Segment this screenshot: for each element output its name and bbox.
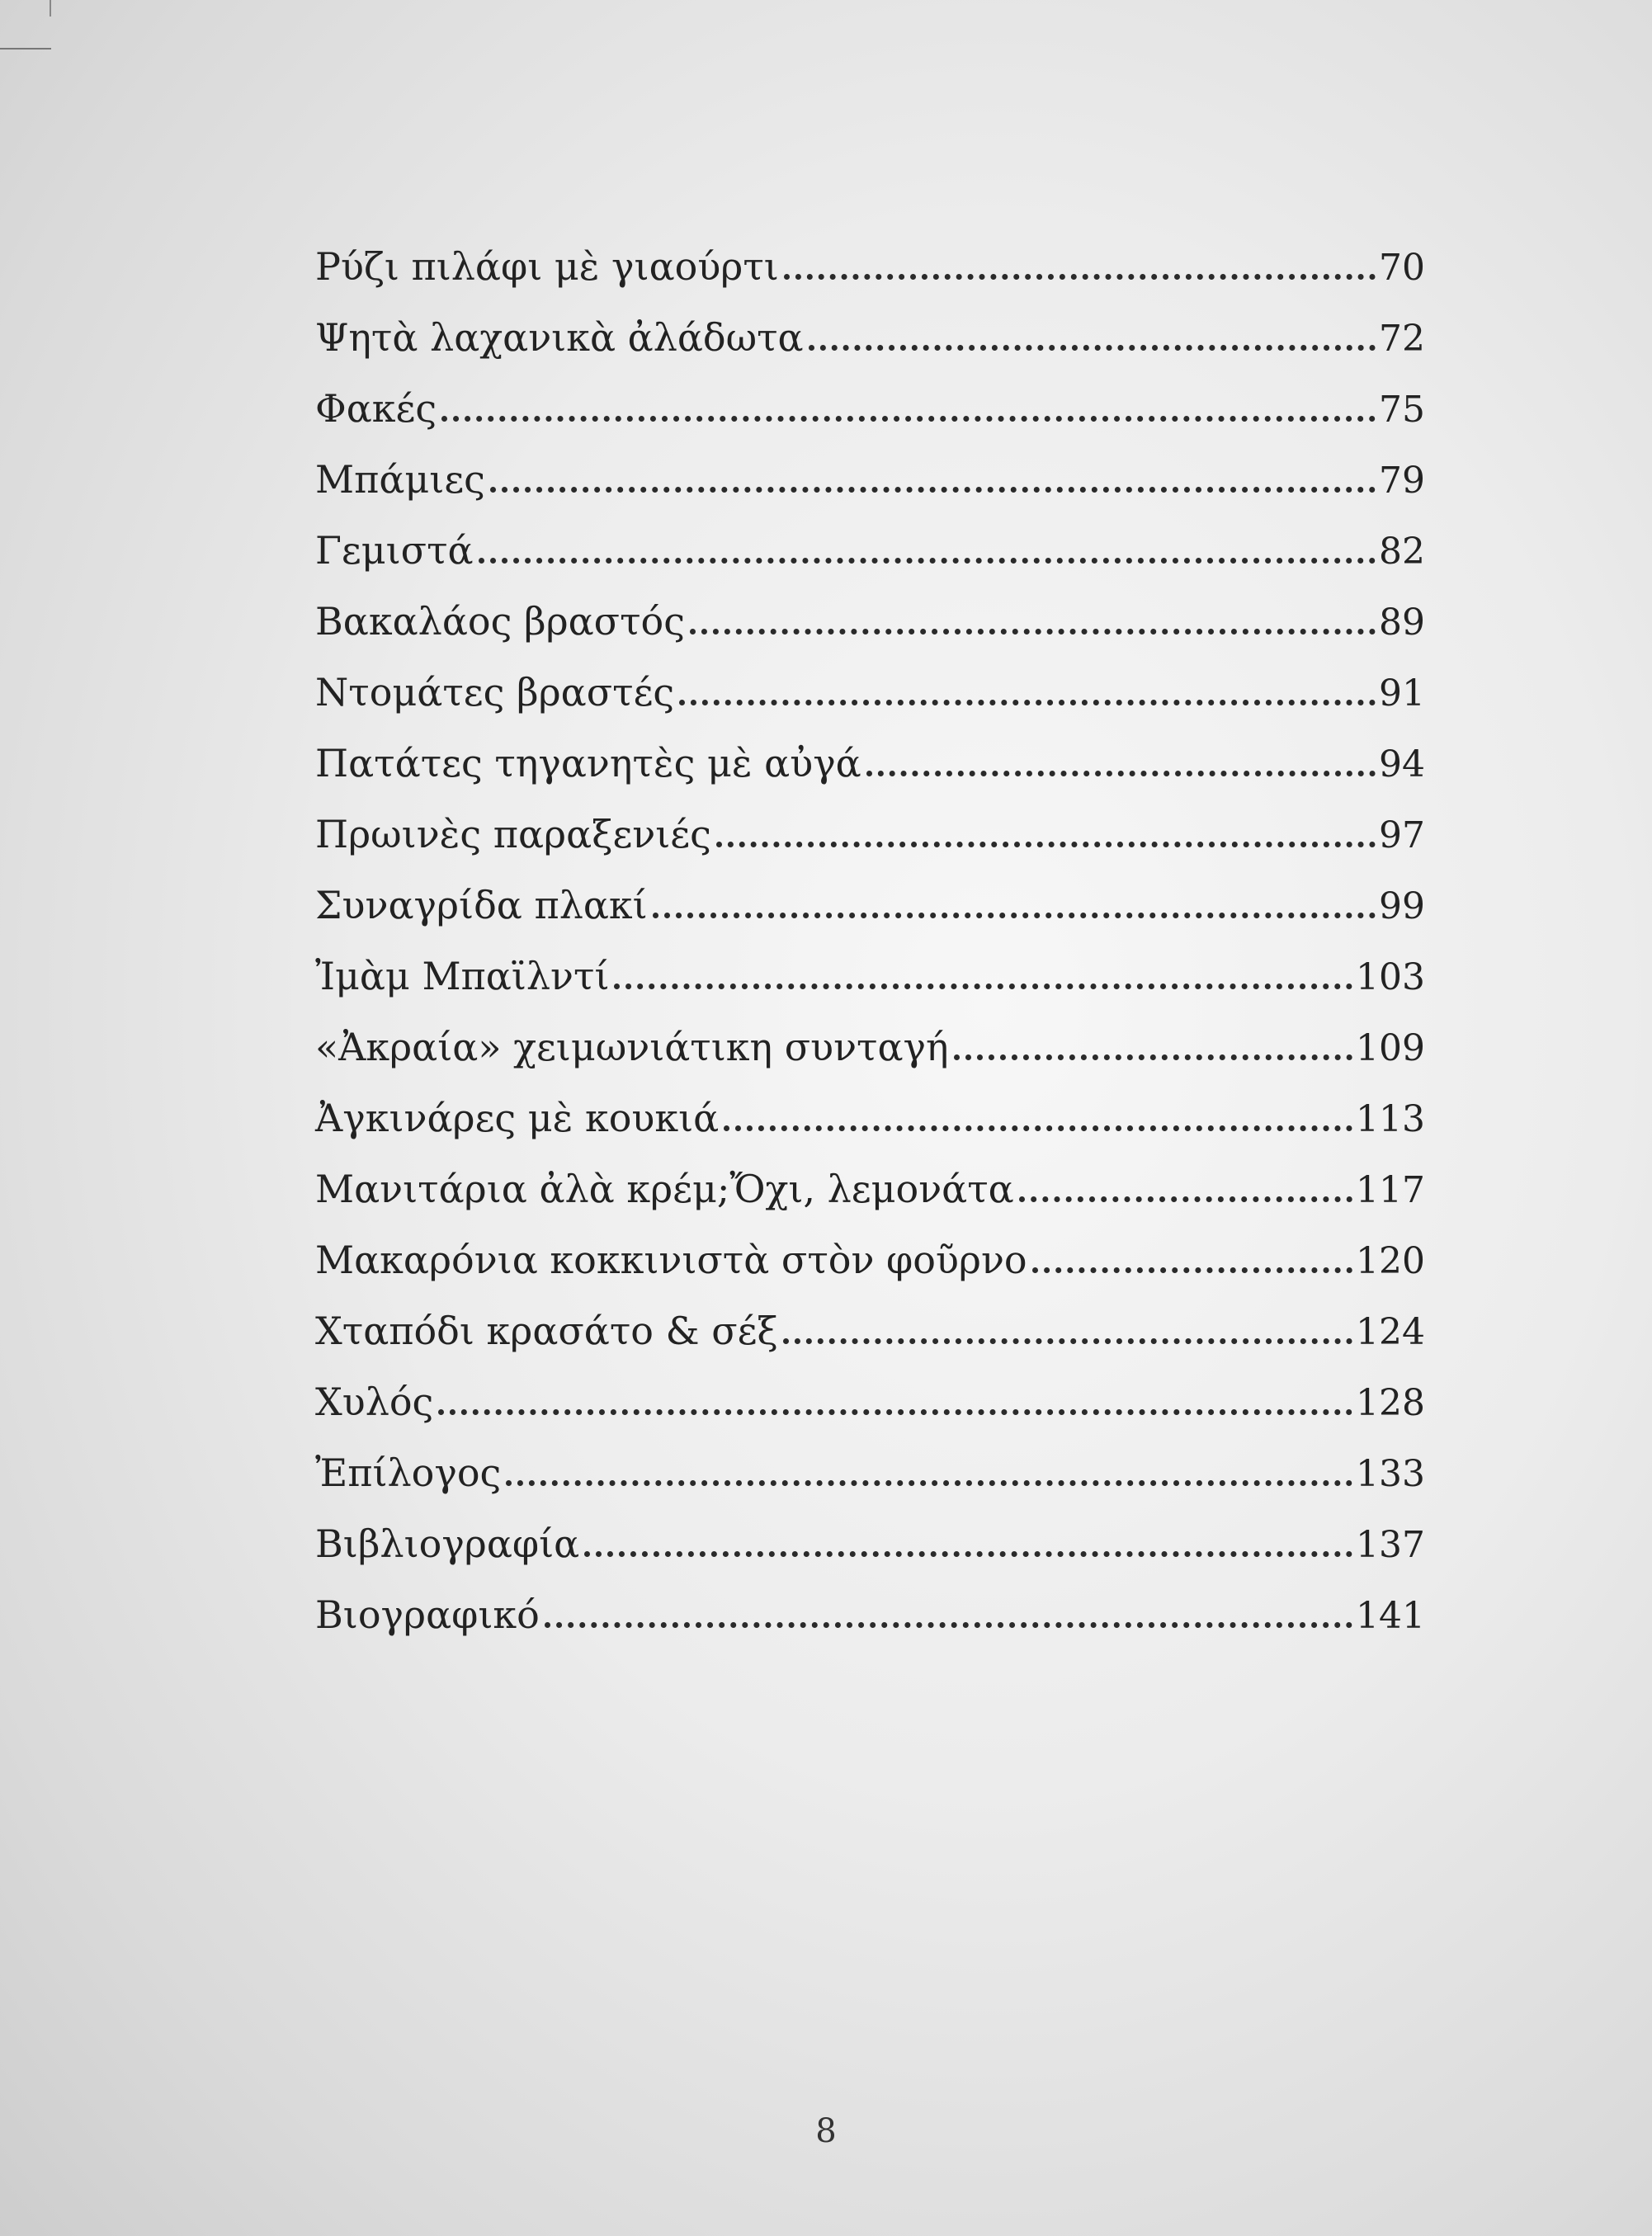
toc-dot-leader bbox=[438, 1409, 1352, 1415]
toc-entry-page: 99 bbox=[1379, 885, 1425, 927]
toc-entry-title: «Ἀκραία» χειμωνιάτικη συνταγή bbox=[315, 1025, 949, 1069]
toc-entry-page: 120 bbox=[1356, 1240, 1425, 1282]
toc-dot-leader bbox=[490, 487, 1376, 493]
toc-dot-leader bbox=[1032, 1267, 1352, 1273]
toc-entry bbox=[315, 244, 1425, 315]
toc-entry-title: Πρωινὲς παραξενιές bbox=[315, 812, 711, 856]
toc-entry-title: Χυλός bbox=[315, 1380, 434, 1424]
toc-dot-leader bbox=[545, 1622, 1352, 1628]
corner-line-vertical bbox=[50, 0, 51, 17]
toc-entry-title: Βιογραφικό bbox=[315, 1592, 540, 1637]
toc-entry bbox=[315, 386, 1425, 457]
toc-dot-leader bbox=[784, 274, 1376, 280]
toc-entry bbox=[315, 1592, 1425, 1663]
toc-entry-page: 79 bbox=[1379, 460, 1425, 502]
page-number: 8 bbox=[815, 2112, 837, 2150]
toc-entry-page: 137 bbox=[1356, 1524, 1425, 1566]
toc-entry-page: 75 bbox=[1379, 389, 1425, 431]
toc-entry-title: Βιβλιογραφία bbox=[315, 1521, 580, 1566]
toc-entry bbox=[315, 1025, 1425, 1096]
toc-entry-page: 128 bbox=[1356, 1382, 1425, 1424]
toc-entry-page: 94 bbox=[1379, 743, 1425, 785]
toc-entry-title: Μανιτάρια ἀλὰ κρέμ;Ὄχι, λεμονάτα bbox=[315, 1167, 1014, 1211]
toc-entry-page: 89 bbox=[1379, 601, 1425, 644]
toc-entry bbox=[315, 457, 1425, 528]
toc-entry-page: 72 bbox=[1379, 318, 1425, 360]
toc-entry bbox=[315, 1167, 1425, 1238]
toc-entry bbox=[315, 1521, 1425, 1592]
toc-entry bbox=[315, 670, 1425, 741]
toc-entry bbox=[315, 599, 1425, 670]
toc-entry-title: Συναγρίδα πλακί bbox=[315, 883, 648, 927]
toc-entry-page: 82 bbox=[1379, 531, 1425, 573]
toc-dot-leader bbox=[690, 629, 1376, 634]
table-of-contents bbox=[315, 244, 1425, 1663]
toc-dot-leader bbox=[716, 842, 1376, 847]
toc-entry-title: Ἰμὰμ Μπαϊλντί bbox=[315, 954, 610, 998]
toc-dot-leader bbox=[614, 984, 1352, 989]
toc-entry-page: 109 bbox=[1356, 1027, 1425, 1069]
toc-entry bbox=[315, 1096, 1425, 1167]
toc-entry bbox=[315, 1309, 1425, 1380]
toc-dot-leader bbox=[506, 1480, 1352, 1486]
toc-entry-page: 97 bbox=[1379, 814, 1425, 856]
toc-dot-leader bbox=[724, 1125, 1352, 1131]
toc-entry bbox=[315, 812, 1425, 883]
toc-entry-title: Πατάτες τηγανητὲς μὲ αὐγά bbox=[315, 741, 861, 785]
toc-entry-title: Μπάμιες bbox=[315, 457, 485, 502]
toc-entry-title: Βακαλάος βραστός bbox=[315, 599, 685, 644]
toc-entry-page: 133 bbox=[1356, 1453, 1425, 1495]
toc-dot-leader bbox=[809, 345, 1376, 351]
toc-entry bbox=[315, 883, 1425, 954]
toc-entry-title: Φακές bbox=[315, 386, 437, 431]
toc-entry-title: Ντομάτες βραστές bbox=[315, 670, 675, 715]
toc-entry-page: 103 bbox=[1356, 956, 1425, 998]
toc-dot-leader bbox=[1019, 1196, 1352, 1202]
toc-dot-leader bbox=[653, 913, 1376, 918]
toc-dot-leader bbox=[679, 700, 1376, 705]
toc-dot-leader bbox=[584, 1551, 1352, 1557]
toc-entry bbox=[315, 954, 1425, 1025]
toc-entry-title: Ψητὰ λαχανικὰ ἀλάδωτα bbox=[315, 315, 804, 360]
toc-entry bbox=[315, 1451, 1425, 1521]
toc-entry-page: 124 bbox=[1356, 1311, 1425, 1353]
corner-line bbox=[0, 48, 51, 50]
toc-entry-page: 91 bbox=[1379, 672, 1425, 715]
toc-entry-title: Ἀγκινάρες μὲ κουκιά bbox=[315, 1096, 720, 1140]
toc-dot-leader bbox=[866, 771, 1376, 776]
toc-dot-leader bbox=[479, 558, 1376, 564]
toc-entry bbox=[315, 1380, 1425, 1451]
toc-entry-title: Μακαρόνια κοκκινιστὰ στὸν φοῦρνο bbox=[315, 1238, 1027, 1282]
toc-entry bbox=[315, 315, 1425, 386]
toc-entry bbox=[315, 1238, 1425, 1309]
toc-dot-leader bbox=[441, 416, 1376, 422]
toc-entry-page: 141 bbox=[1356, 1595, 1425, 1637]
toc-entry-title: Χταπόδι κρασάτο & σέξ bbox=[315, 1309, 778, 1353]
toc-dot-leader bbox=[783, 1338, 1352, 1344]
toc-entry bbox=[315, 741, 1425, 812]
toc-entry bbox=[315, 528, 1425, 599]
toc-entry-title: Γεμιστά bbox=[315, 528, 474, 573]
toc-entry-title: Ρύζι πιλάφι μὲ γιαούρτι bbox=[315, 244, 779, 289]
toc-entry-page: 117 bbox=[1356, 1169, 1425, 1211]
toc-entry-page: 113 bbox=[1356, 1098, 1425, 1140]
toc-entry-page: 70 bbox=[1379, 247, 1425, 289]
toc-entry-title: Ἐπίλογος bbox=[315, 1451, 502, 1495]
toc-dot-leader bbox=[954, 1054, 1352, 1060]
